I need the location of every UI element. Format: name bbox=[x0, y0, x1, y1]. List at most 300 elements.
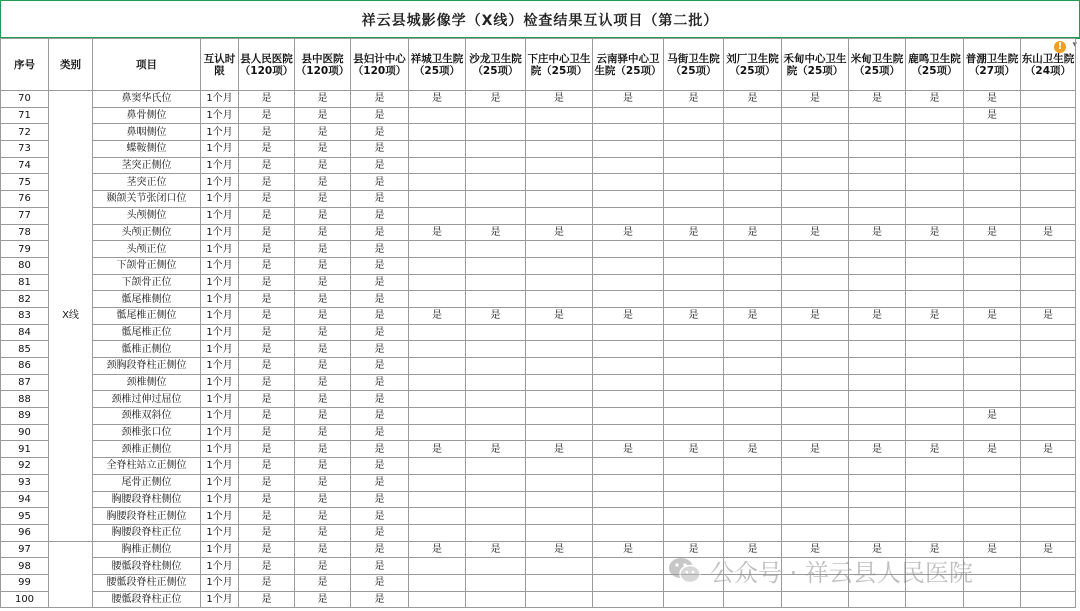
recognition-cell bbox=[849, 358, 906, 375]
recognition-cell bbox=[964, 358, 1021, 375]
recognition-cell bbox=[466, 341, 526, 358]
recognition-cell: 是 bbox=[906, 441, 964, 458]
recognition-cell bbox=[1021, 508, 1076, 525]
item-cell: 下颌骨正位 bbox=[93, 274, 201, 291]
recognition-cell: 是 bbox=[1021, 541, 1076, 558]
recognition-cell bbox=[782, 474, 849, 491]
item-cell: 腰骶段脊柱正侧位 bbox=[93, 574, 201, 591]
recognition-cell bbox=[466, 191, 526, 208]
recognition-cell bbox=[849, 257, 906, 274]
recognition-cell bbox=[466, 157, 526, 174]
recognition-cell bbox=[1021, 207, 1076, 224]
recognition-cell bbox=[849, 324, 906, 341]
recognition-cell: 是 bbox=[295, 458, 351, 475]
recognition-cell: 是 bbox=[239, 441, 295, 458]
recognition-cell bbox=[964, 207, 1021, 224]
row-number-cell: 98 bbox=[1, 558, 49, 575]
recognition-cell bbox=[782, 341, 849, 358]
recognition-cell bbox=[593, 341, 664, 358]
recognition-cell: 是 bbox=[239, 107, 295, 124]
recognition-cell: 是 bbox=[295, 391, 351, 408]
table-row bbox=[1, 141, 1076, 158]
limit-cell: 1个月 bbox=[201, 474, 239, 491]
row-number-cell: 71 bbox=[1, 107, 49, 124]
row-number-cell: 70 bbox=[1, 91, 49, 108]
recognition-cell bbox=[466, 574, 526, 591]
recognition-cell bbox=[409, 508, 466, 525]
recognition-cell bbox=[724, 408, 782, 425]
recognition-cell: 是 bbox=[239, 174, 295, 191]
recognition-cell bbox=[724, 274, 782, 291]
recognition-cell bbox=[849, 391, 906, 408]
recognition-cell bbox=[724, 558, 782, 575]
recognition-cell bbox=[409, 291, 466, 308]
recognition-cell: 是 bbox=[351, 458, 409, 475]
recognition-cell bbox=[782, 524, 849, 541]
recognition-cell: 是 bbox=[295, 191, 351, 208]
recognition-cell: 是 bbox=[295, 307, 351, 324]
recognition-cell bbox=[1021, 274, 1076, 291]
recognition-cell bbox=[782, 374, 849, 391]
table-row bbox=[1, 224, 1076, 241]
recognition-cell bbox=[724, 207, 782, 224]
recognition-cell bbox=[593, 374, 664, 391]
recognition-cell bbox=[409, 458, 466, 475]
recognition-cell: 是 bbox=[526, 541, 593, 558]
row-number-cell: 82 bbox=[1, 291, 49, 308]
row-number-cell: 93 bbox=[1, 474, 49, 491]
recognition-cell: 是 bbox=[724, 307, 782, 324]
recognition-cell bbox=[526, 257, 593, 274]
alert-circle-icon[interactable]: ! bbox=[1054, 41, 1066, 53]
recognition-cell bbox=[409, 274, 466, 291]
table-header-row bbox=[1, 39, 1076, 91]
column-header: 普淜卫生院（27项） bbox=[964, 39, 1021, 91]
recognition-cell: 是 bbox=[239, 458, 295, 475]
recognition-cell: 是 bbox=[466, 307, 526, 324]
recognition-cell bbox=[1021, 124, 1076, 141]
row-number-cell: 92 bbox=[1, 458, 49, 475]
recognition-cell: 是 bbox=[239, 257, 295, 274]
recognition-cell bbox=[906, 341, 964, 358]
recognition-cell: 是 bbox=[351, 291, 409, 308]
recognition-cell: 是 bbox=[351, 241, 409, 258]
recognition-cell bbox=[782, 458, 849, 475]
recognition-cell: 是 bbox=[351, 157, 409, 174]
table-row bbox=[1, 307, 1076, 324]
recognition-cell: 是 bbox=[526, 307, 593, 324]
table-row bbox=[1, 424, 1076, 441]
item-cell: 头颅正位 bbox=[93, 241, 201, 258]
item-cell: 腰骶段脊柱侧位 bbox=[93, 558, 201, 575]
recognition-cell bbox=[724, 591, 782, 608]
item-cell: 骶尾椎侧位 bbox=[93, 291, 201, 308]
recognition-cell bbox=[1021, 574, 1076, 591]
recognition-cell bbox=[964, 141, 1021, 158]
limit-cell: 1个月 bbox=[201, 508, 239, 525]
recognition-cell bbox=[664, 141, 724, 158]
recognition-cell bbox=[593, 491, 664, 508]
recognition-cell: 是 bbox=[849, 307, 906, 324]
recognition-cell bbox=[409, 157, 466, 174]
table-row bbox=[1, 508, 1076, 525]
recognition-cell: 是 bbox=[239, 241, 295, 258]
row-number-cell: 76 bbox=[1, 191, 49, 208]
recognition-cell bbox=[849, 474, 906, 491]
recognition-cell bbox=[724, 491, 782, 508]
recognition-cell bbox=[664, 474, 724, 491]
row-number-cell: 84 bbox=[1, 324, 49, 341]
recognition-cell bbox=[724, 391, 782, 408]
item-cell: 胸腰段脊柱正位 bbox=[93, 524, 201, 541]
table-row bbox=[1, 391, 1076, 408]
recognition-cell bbox=[466, 458, 526, 475]
recognition-cell bbox=[526, 157, 593, 174]
recognition-cell bbox=[906, 241, 964, 258]
item-cell: 下颌骨正侧位 bbox=[93, 257, 201, 274]
recognition-cell bbox=[526, 174, 593, 191]
limit-cell: 1个月 bbox=[201, 274, 239, 291]
recognition-cell bbox=[409, 241, 466, 258]
recognition-cell bbox=[526, 141, 593, 158]
recognition-cell: 是 bbox=[295, 358, 351, 375]
recognition-cell bbox=[409, 341, 466, 358]
recognition-cell: 是 bbox=[782, 307, 849, 324]
recognition-cell: 是 bbox=[239, 591, 295, 608]
recognition-cell bbox=[782, 107, 849, 124]
recognition-cell: 是 bbox=[351, 224, 409, 241]
recognition-cell: 是 bbox=[724, 91, 782, 108]
recognition-cell bbox=[466, 257, 526, 274]
recognition-cell bbox=[906, 274, 964, 291]
recognition-cell bbox=[526, 191, 593, 208]
recognition-cell bbox=[849, 491, 906, 508]
recognition-cell bbox=[906, 124, 964, 141]
recognition-cell bbox=[724, 524, 782, 541]
limit-cell: 1个月 bbox=[201, 358, 239, 375]
recognition-cell: 是 bbox=[239, 574, 295, 591]
row-number-cell: 94 bbox=[1, 491, 49, 508]
recognition-cell bbox=[409, 391, 466, 408]
recognition-cell bbox=[593, 324, 664, 341]
recognition-cell: 是 bbox=[239, 541, 295, 558]
limit-cell: 1个月 bbox=[201, 591, 239, 608]
recognition-cell bbox=[724, 508, 782, 525]
recognition-cell bbox=[849, 458, 906, 475]
limit-cell: 1个月 bbox=[201, 124, 239, 141]
recognition-cell: 是 bbox=[906, 224, 964, 241]
recognition-cell bbox=[526, 408, 593, 425]
recognition-cell: 是 bbox=[239, 408, 295, 425]
recognition-cell: 是 bbox=[1021, 307, 1076, 324]
limit-cell: 1个月 bbox=[201, 458, 239, 475]
recognition-cell: 是 bbox=[466, 541, 526, 558]
recognition-cell bbox=[593, 558, 664, 575]
recognition-cell: 是 bbox=[351, 508, 409, 525]
table-row bbox=[1, 241, 1076, 258]
recognition-cell bbox=[409, 474, 466, 491]
recognition-table bbox=[0, 38, 1076, 608]
recognition-cell bbox=[782, 274, 849, 291]
recognition-cell bbox=[906, 524, 964, 541]
recognition-cell: 是 bbox=[351, 524, 409, 541]
table-row bbox=[1, 91, 1076, 108]
recognition-cell bbox=[1021, 107, 1076, 124]
recognition-cell bbox=[466, 508, 526, 525]
recognition-cell: 是 bbox=[295, 224, 351, 241]
recognition-cell bbox=[664, 207, 724, 224]
recognition-cell: 是 bbox=[295, 474, 351, 491]
item-cell: 骶尾椎正位 bbox=[93, 324, 201, 341]
recognition-cell bbox=[724, 574, 782, 591]
recognition-cell bbox=[593, 508, 664, 525]
recognition-cell bbox=[849, 107, 906, 124]
recognition-cell bbox=[409, 107, 466, 124]
recognition-cell bbox=[964, 508, 1021, 525]
recognition-cell: 是 bbox=[351, 91, 409, 108]
chevron-down-icon[interactable]: ▾ bbox=[1072, 40, 1077, 50]
recognition-cell bbox=[664, 491, 724, 508]
recognition-cell bbox=[964, 324, 1021, 341]
recognition-cell: 是 bbox=[906, 91, 964, 108]
recognition-cell bbox=[906, 374, 964, 391]
recognition-cell: 是 bbox=[351, 391, 409, 408]
recognition-cell bbox=[664, 107, 724, 124]
recognition-cell bbox=[1021, 524, 1076, 541]
item-cell: 颞颌关节张闭口位 bbox=[93, 191, 201, 208]
recognition-cell bbox=[906, 291, 964, 308]
recognition-cell bbox=[724, 424, 782, 441]
recognition-cell bbox=[593, 157, 664, 174]
limit-cell: 1个月 bbox=[201, 174, 239, 191]
recognition-cell bbox=[964, 391, 1021, 408]
recognition-cell bbox=[593, 274, 664, 291]
recognition-cell: 是 bbox=[239, 508, 295, 525]
limit-cell: 1个月 bbox=[201, 224, 239, 241]
recognition-cell bbox=[409, 207, 466, 224]
recognition-cell bbox=[724, 157, 782, 174]
recognition-cell bbox=[906, 574, 964, 591]
recognition-cell bbox=[906, 408, 964, 425]
recognition-cell: 是 bbox=[593, 441, 664, 458]
row-number-cell: 74 bbox=[1, 157, 49, 174]
limit-cell: 1个月 bbox=[201, 541, 239, 558]
recognition-cell: 是 bbox=[239, 291, 295, 308]
recognition-cell bbox=[526, 358, 593, 375]
recognition-cell bbox=[724, 257, 782, 274]
recognition-cell: 是 bbox=[295, 141, 351, 158]
recognition-cell bbox=[782, 591, 849, 608]
recognition-cell bbox=[466, 558, 526, 575]
recognition-cell: 是 bbox=[782, 441, 849, 458]
item-cell: 蝶鞍侧位 bbox=[93, 141, 201, 158]
recognition-cell bbox=[1021, 591, 1076, 608]
recognition-cell: 是 bbox=[351, 558, 409, 575]
column-header: 项目 bbox=[93, 39, 201, 91]
item-cell: 颈椎侧位 bbox=[93, 374, 201, 391]
recognition-cell bbox=[964, 274, 1021, 291]
recognition-cell: 是 bbox=[1021, 441, 1076, 458]
table-row bbox=[1, 491, 1076, 508]
recognition-cell bbox=[593, 124, 664, 141]
recognition-cell bbox=[782, 207, 849, 224]
recognition-cell bbox=[724, 458, 782, 475]
recognition-cell: 是 bbox=[295, 341, 351, 358]
recognition-cell bbox=[664, 508, 724, 525]
recognition-cell bbox=[782, 141, 849, 158]
recognition-cell: 是 bbox=[351, 307, 409, 324]
recognition-cell bbox=[849, 508, 906, 525]
recognition-cell bbox=[593, 424, 664, 441]
recognition-cell: 是 bbox=[295, 524, 351, 541]
recognition-cell: 是 bbox=[295, 541, 351, 558]
recognition-cell: 是 bbox=[295, 91, 351, 108]
recognition-cell bbox=[409, 374, 466, 391]
recognition-cell bbox=[409, 491, 466, 508]
recognition-cell bbox=[1021, 558, 1076, 575]
recognition-cell: 是 bbox=[849, 91, 906, 108]
recognition-cell: 是 bbox=[239, 124, 295, 141]
watermark-text: 公众号 · 祥云县人民医院 bbox=[710, 559, 973, 587]
recognition-cell: 是 bbox=[849, 441, 906, 458]
recognition-cell: 是 bbox=[593, 541, 664, 558]
recognition-cell bbox=[724, 341, 782, 358]
recognition-cell bbox=[1021, 491, 1076, 508]
item-cell: 胸腰段脊柱正侧位 bbox=[93, 508, 201, 525]
recognition-cell bbox=[1021, 324, 1076, 341]
recognition-cell bbox=[466, 241, 526, 258]
recognition-cell bbox=[593, 391, 664, 408]
table-row bbox=[1, 191, 1076, 208]
category-cell: X线 bbox=[49, 91, 93, 542]
recognition-cell bbox=[906, 558, 964, 575]
recognition-cell bbox=[782, 324, 849, 341]
recognition-cell bbox=[664, 257, 724, 274]
recognition-cell: 是 bbox=[724, 541, 782, 558]
recognition-cell: 是 bbox=[351, 491, 409, 508]
recognition-cell bbox=[664, 374, 724, 391]
recognition-cell bbox=[964, 558, 1021, 575]
recognition-cell bbox=[664, 341, 724, 358]
item-cell: 颈椎正侧位 bbox=[93, 441, 201, 458]
recognition-cell bbox=[724, 374, 782, 391]
recognition-cell: 是 bbox=[351, 107, 409, 124]
recognition-cell bbox=[964, 341, 1021, 358]
recognition-cell bbox=[782, 241, 849, 258]
recognition-cell: 是 bbox=[351, 274, 409, 291]
recognition-cell bbox=[466, 124, 526, 141]
recognition-cell: 是 bbox=[782, 91, 849, 108]
row-number-cell: 77 bbox=[1, 207, 49, 224]
row-number-cell: 81 bbox=[1, 274, 49, 291]
row-number-cell: 86 bbox=[1, 358, 49, 375]
recognition-cell bbox=[782, 157, 849, 174]
recognition-cell bbox=[906, 508, 964, 525]
recognition-cell bbox=[724, 107, 782, 124]
recognition-cell bbox=[849, 291, 906, 308]
recognition-cell: 是 bbox=[239, 207, 295, 224]
recognition-cell bbox=[409, 191, 466, 208]
limit-cell: 1个月 bbox=[201, 574, 239, 591]
item-cell: 颈椎张口位 bbox=[93, 424, 201, 441]
table-row bbox=[1, 541, 1076, 558]
recognition-cell bbox=[664, 524, 724, 541]
recognition-cell bbox=[526, 374, 593, 391]
recognition-cell: 是 bbox=[351, 374, 409, 391]
recognition-cell bbox=[906, 591, 964, 608]
item-cell: 颈椎过伸过屈位 bbox=[93, 391, 201, 408]
recognition-cell bbox=[664, 291, 724, 308]
recognition-cell bbox=[782, 291, 849, 308]
column-header: 鹿鸣卫生院（25项） bbox=[906, 39, 964, 91]
recognition-cell bbox=[409, 424, 466, 441]
item-cell: 尾骨正侧位 bbox=[93, 474, 201, 491]
recognition-cell bbox=[664, 274, 724, 291]
recognition-cell bbox=[906, 141, 964, 158]
recognition-cell bbox=[906, 157, 964, 174]
recognition-cell bbox=[906, 424, 964, 441]
recognition-cell: 是 bbox=[409, 541, 466, 558]
recognition-cell: 是 bbox=[724, 224, 782, 241]
recognition-cell bbox=[782, 491, 849, 508]
recognition-cell bbox=[849, 591, 906, 608]
recognition-cell bbox=[964, 524, 1021, 541]
recognition-cell bbox=[526, 207, 593, 224]
table-row bbox=[1, 374, 1076, 391]
recognition-cell bbox=[849, 374, 906, 391]
recognition-cell: 是 bbox=[664, 441, 724, 458]
recognition-cell bbox=[593, 241, 664, 258]
recognition-cell: 是 bbox=[295, 441, 351, 458]
recognition-cell bbox=[526, 424, 593, 441]
recognition-cell bbox=[526, 491, 593, 508]
recognition-cell bbox=[466, 141, 526, 158]
recognition-cell: 是 bbox=[295, 591, 351, 608]
recognition-cell: 是 bbox=[593, 224, 664, 241]
limit-cell: 1个月 bbox=[201, 207, 239, 224]
recognition-cell: 是 bbox=[351, 474, 409, 491]
recognition-cell: 是 bbox=[964, 107, 1021, 124]
recognition-cell: 是 bbox=[351, 124, 409, 141]
recognition-cell: 是 bbox=[239, 224, 295, 241]
recognition-cell bbox=[593, 574, 664, 591]
recognition-cell bbox=[906, 107, 964, 124]
recognition-cell: 是 bbox=[964, 91, 1021, 108]
recognition-cell bbox=[849, 174, 906, 191]
recognition-cell bbox=[526, 558, 593, 575]
column-header: 祥城卫生院（25项） bbox=[409, 39, 466, 91]
recognition-cell: 是 bbox=[295, 207, 351, 224]
column-header: 互认时限 bbox=[201, 39, 239, 91]
recognition-cell bbox=[664, 574, 724, 591]
recognition-cell bbox=[466, 591, 526, 608]
recognition-cell bbox=[526, 124, 593, 141]
recognition-cell bbox=[593, 191, 664, 208]
recognition-cell bbox=[849, 524, 906, 541]
recognition-cell bbox=[906, 391, 964, 408]
recognition-cell: 是 bbox=[239, 524, 295, 541]
recognition-cell bbox=[782, 191, 849, 208]
recognition-cell: 是 bbox=[295, 257, 351, 274]
recognition-cell bbox=[664, 324, 724, 341]
recognition-cell bbox=[724, 324, 782, 341]
limit-cell: 1个月 bbox=[201, 307, 239, 324]
row-number-cell: 72 bbox=[1, 124, 49, 141]
row-number-cell: 91 bbox=[1, 441, 49, 458]
recognition-cell bbox=[964, 474, 1021, 491]
recognition-cell bbox=[849, 141, 906, 158]
recognition-cell: 是 bbox=[351, 324, 409, 341]
